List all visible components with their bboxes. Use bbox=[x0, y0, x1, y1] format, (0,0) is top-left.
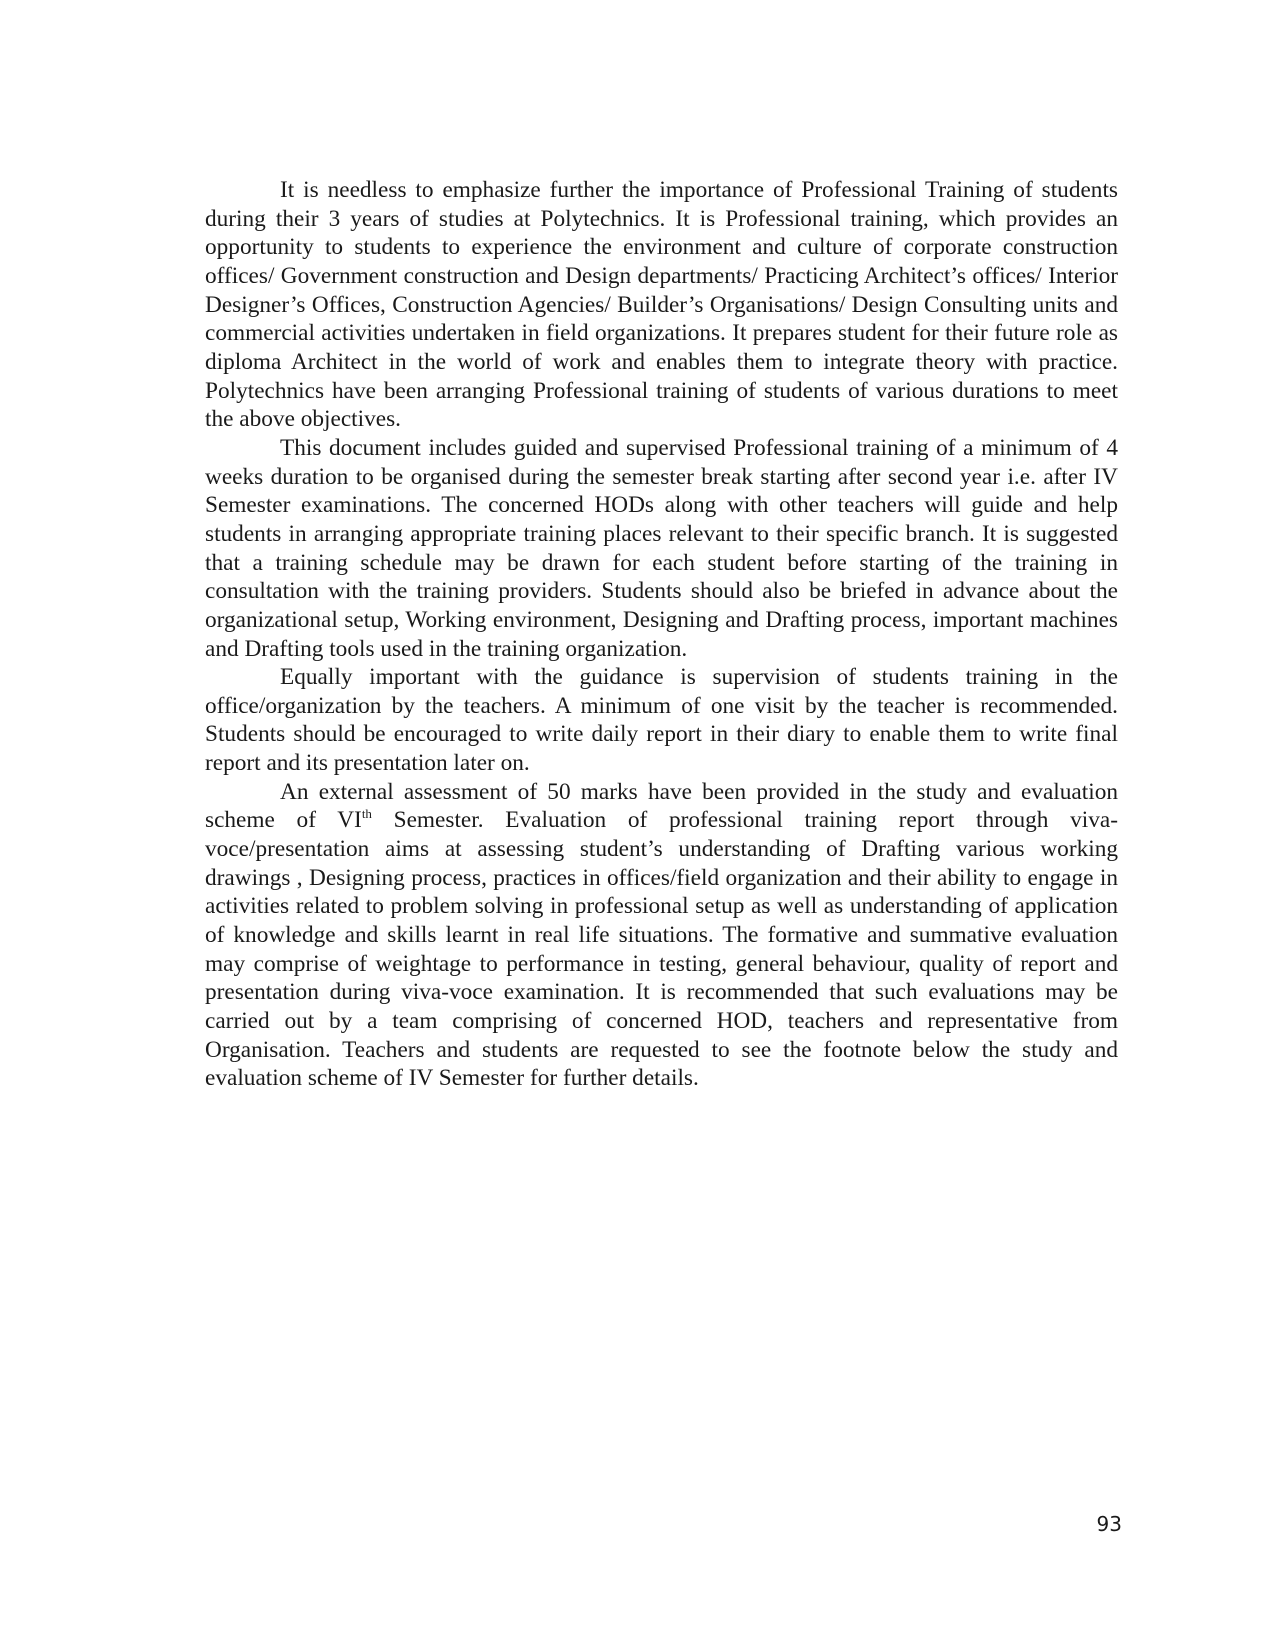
paragraph-supervision: Equally important with the guidance is supervision of students training in the office/organization by the teachers. A minimum of one visit by the teacher is recommended. Students should be encouraged to write daily report in their diary to enable them to write final report and its presentation later on. bbox=[205, 664, 1118, 777]
page-number: 93 bbox=[1096, 1512, 1122, 1536]
assessment-text-start: An external assessment of 50 marks have been provided in the study and evaluation scheme of VI bbox=[205, 778, 1118, 834]
paragraph-training-duration: This document includes guided and supervised Professional training of a minimum of 4 weeks duration to be organised during the semester break starting after second year i.e. after IV Semester examinations. The concerned HODs along with other teachers will guide and help students in arranging appropriate training places relevant to their specific branch. It is suggested that a training schedule may be drawn for each student before starting of the training in consultation with the training providers. Students should also be briefed in advance about the organizational setup, Working environment, Designing and Drafting process, important machines and Drafting tools used in the training organization. bbox=[205, 434, 1118, 662]
assessment-text-rest: Semester. Evaluation of professional training report through viva-voce/presentation aims at assessing student’s understanding of Drafting various working drawings , Designing process, practices in offices/field organization and their ability to engage in activities related to problem solving in professional setup as well as understanding of application of knowledge and skills learnt in real life situations. The formative and summative evaluation may comprise of weightage to performance in testing, general behaviour, quality of report and presentation during viva-voce examination. It is recommended that such evaluations may be carried out by a team comprising of concerned HOD, teachers and representative from Organisation. Teachers and students are requested to see the footnote below the study and evaluation scheme of IV Semester for further details. bbox=[205, 807, 1119, 1092]
ordinal-superscript: th bbox=[361, 806, 372, 822]
paragraph-external-assessment bbox=[205, 778, 1118, 1093]
body-text bbox=[205, 176, 1118, 1093]
paragraph-professional-training-importance: It is needless to emphasize further the importance of Professional Training of students during their 3 years of studies at Polytechnics. It is Professional training, which provides an opportunity to students to experience the environment and culture of corporate construction offices/ Government construction and Design departments/ Practicing Architect’s offices/ Interior Designer’s Offices, Construction Agencies/ Builder’s Organisations/ Design Consulting units and commercial activities undertaken in field organizations. It prepares student for their future role as diploma Architect in the world of work and enables them to integrate theory with practice. Polytechnics have been arranging Professional training of students of various durations to meet the above objectives. bbox=[205, 177, 1118, 433]
